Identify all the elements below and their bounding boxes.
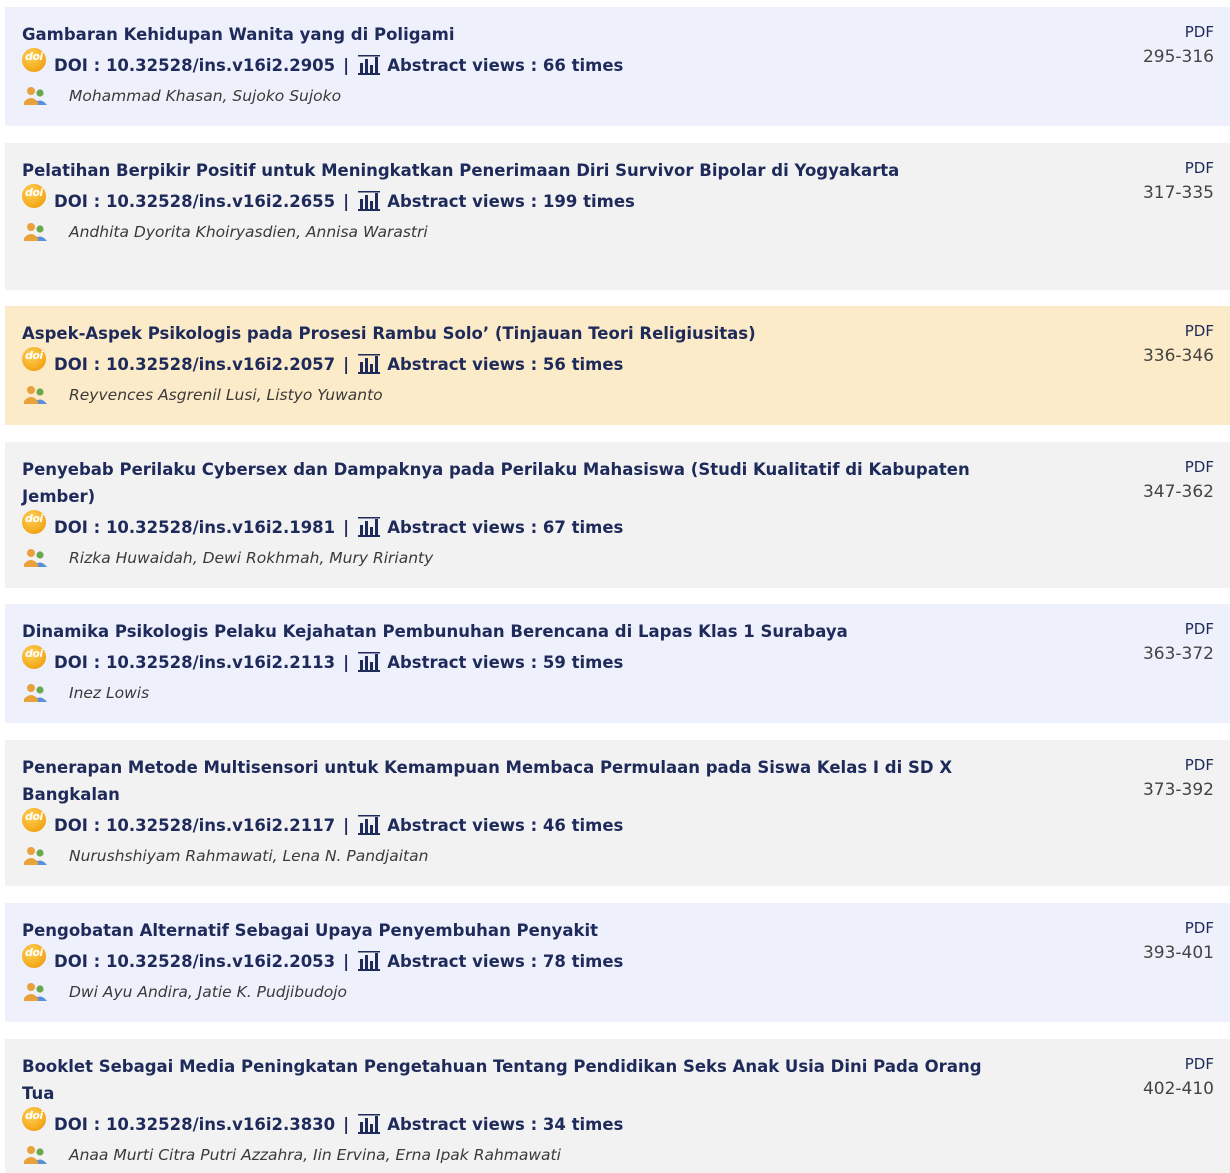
- doi-badge-icon: doi: [22, 347, 46, 371]
- article-meta: [22, 808, 1214, 842]
- users-icon: [22, 846, 48, 866]
- separator: |: [343, 1114, 350, 1134]
- article-entry: [5, 1039, 1230, 1173]
- pdf-link[interactable]: PDF: [1184, 458, 1214, 476]
- users-icon: [22, 982, 48, 1002]
- article-authors: [22, 978, 1214, 1006]
- article-galley: [1143, 156, 1214, 206]
- article-meta: [22, 1107, 1214, 1141]
- article-galley: [1143, 916, 1214, 966]
- abstract-views: Abstract views : 199 times: [387, 191, 635, 211]
- separator: |: [343, 652, 350, 672]
- article-meta: [22, 944, 1214, 978]
- article-meta: [22, 48, 1214, 82]
- separator: |: [343, 354, 350, 374]
- article-entry: [5, 7, 1230, 126]
- article-authors: [22, 82, 1214, 110]
- page-range: 295-316: [1142, 47, 1214, 67]
- separator: |: [343, 191, 350, 211]
- bar-chart-icon: [357, 1113, 381, 1135]
- page-range: 363-372: [1142, 644, 1214, 664]
- separator: |: [343, 815, 350, 835]
- authors-text: Anaa Murti Citra Putri Azzahra, Iin Ervina, Erna Ipak Rahmawati: [69, 1146, 561, 1164]
- abstract-views: Abstract views : 67 times: [387, 517, 624, 537]
- doi-badge-icon: doi: [22, 510, 46, 534]
- article-galley: [1143, 1052, 1214, 1102]
- article-entry: [5, 740, 1230, 886]
- bar-chart-icon: [357, 190, 381, 212]
- article-meta: [22, 510, 1214, 544]
- bar-chart-icon: [357, 814, 381, 836]
- bar-chart-icon: [357, 950, 381, 972]
- doi-badge-icon: doi: [22, 1107, 46, 1131]
- authors-text: Inez Lowis: [69, 684, 150, 702]
- article-title-link[interactable]: Booklet Sebagai Media Peningkatan Pengetahuan Tentang Pendidikan Seks Anak Usia Dini Pada Orang Tua: [22, 1057, 982, 1103]
- doi-badge-icon: doi: [22, 48, 46, 72]
- pdf-link[interactable]: PDF: [1184, 756, 1214, 774]
- article-authors: [22, 842, 1214, 870]
- article-authors: [22, 679, 1214, 707]
- pdf-link[interactable]: PDF: [1184, 322, 1214, 340]
- page-range: 393-401: [1142, 943, 1214, 963]
- article-entry: [5, 306, 1230, 425]
- pdf-link[interactable]: PDF: [1184, 620, 1214, 638]
- bar-chart-icon: [357, 516, 381, 538]
- pdf-link[interactable]: PDF: [1184, 23, 1214, 41]
- doi-link[interactable]: DOI : 10.32528/ins.v16i2.1981: [54, 517, 336, 537]
- doi-badge-icon: doi: [22, 645, 46, 669]
- page-range: 347-362: [1142, 482, 1214, 502]
- page-range: 336-346: [1142, 346, 1214, 366]
- article-galley: [1143, 617, 1214, 667]
- authors-text: Dwi Ayu Andira, Jatie K. Pudjibudojo: [69, 983, 348, 1001]
- abstract-views: Abstract views : 78 times: [387, 951, 624, 971]
- article-authors: [22, 218, 1214, 246]
- page-range: 402-410: [1142, 1079, 1214, 1099]
- authors-text: Rizka Huwaidah, Dewi Rokhmah, Mury Ririanty: [69, 549, 434, 567]
- page-range: 373-392: [1142, 780, 1214, 800]
- article-meta: [22, 645, 1214, 679]
- bar-chart-icon: [357, 353, 381, 375]
- article-entry: [5, 903, 1230, 1022]
- article-authors: [22, 544, 1214, 572]
- pdf-link[interactable]: PDF: [1184, 919, 1214, 937]
- article-title-link[interactable]: Pelatihan Berpikir Positif untuk Meningkatkan Penerimaan Diri Survivor Bipolar di Yogyakarta: [22, 161, 900, 180]
- article-galley: [1143, 20, 1214, 70]
- article-galley: [1143, 319, 1214, 369]
- article-authors: [22, 1141, 1214, 1169]
- pdf-link[interactable]: PDF: [1184, 159, 1214, 177]
- article-meta: [22, 347, 1214, 381]
- doi-link[interactable]: DOI : 10.32528/ins.v16i2.2057: [54, 354, 336, 374]
- article-entry: [5, 143, 1230, 290]
- doi-badge-icon: doi: [22, 944, 46, 968]
- article-title-link[interactable]: Gambaran Kehidupan Wanita yang di Poligami: [22, 25, 455, 44]
- users-icon: [22, 86, 48, 106]
- pdf-link[interactable]: PDF: [1184, 1055, 1214, 1073]
- authors-text: Mohammad Khasan, Sujoko Sujoko: [69, 87, 342, 105]
- abstract-views: Abstract views : 46 times: [387, 815, 624, 835]
- separator: |: [343, 951, 350, 971]
- users-icon: [22, 222, 48, 242]
- abstract-views: Abstract views : 59 times: [387, 652, 624, 672]
- doi-link[interactable]: DOI : 10.32528/ins.v16i2.3830: [54, 1114, 336, 1134]
- article-title-link[interactable]: Aspek-Aspek Psikologis pada Prosesi Rambu Solo’ (Tinjauan Teori Religiusitas): [22, 324, 756, 343]
- users-icon: [22, 548, 48, 568]
- authors-text: Nurushshiyam Rahmawati, Lena N. Pandjaitan: [69, 847, 429, 865]
- article-meta: [22, 184, 1214, 218]
- article-entry: [5, 442, 1230, 588]
- abstract-views: Abstract views : 66 times: [387, 55, 624, 75]
- users-icon: [22, 683, 48, 703]
- users-icon: [22, 385, 48, 405]
- article-galley: [1143, 753, 1214, 803]
- doi-badge-icon: doi: [22, 184, 46, 208]
- article-title-link[interactable]: Dinamika Psikologis Pelaku Kejahatan Pembunuhan Berencana di Lapas Klas 1 Surabaya: [22, 622, 848, 641]
- separator: |: [343, 55, 350, 75]
- doi-link[interactable]: DOI : 10.32528/ins.v16i2.2053: [54, 951, 336, 971]
- page-range: 317-335: [1142, 183, 1214, 203]
- doi-badge-icon: doi: [22, 808, 46, 832]
- article-title-link[interactable]: Penyebab Perilaku Cybersex dan Dampaknya pada Perilaku Mahasiswa (Studi Kualitatif di Kabupaten Jember): [22, 460, 970, 506]
- users-icon: [22, 1145, 48, 1165]
- bar-chart-icon: [357, 54, 381, 76]
- authors-text: Andhita Dyorita Khoiryasdien, Annisa Warastri: [69, 223, 428, 241]
- doi-link[interactable]: DOI : 10.32528/ins.v16i2.2905: [54, 55, 336, 75]
- bar-chart-icon: [357, 651, 381, 673]
- doi-link[interactable]: DOI : 10.32528/ins.v16i2.2117: [54, 815, 336, 835]
- authors-text: Reyvences Asgrenil Lusi, Listyo Yuwanto: [69, 386, 383, 404]
- doi-link[interactable]: DOI : 10.32528/ins.v16i2.2113: [54, 652, 336, 672]
- abstract-views: Abstract views : 56 times: [387, 354, 624, 374]
- article-galley: [1143, 455, 1214, 505]
- abstract-views: Abstract views : 34 times: [387, 1114, 624, 1134]
- doi-link[interactable]: DOI : 10.32528/ins.v16i2.2655: [54, 191, 336, 211]
- separator: |: [343, 517, 350, 537]
- article-title-link[interactable]: Pengobatan Alternatif Sebagai Upaya Penyembuhan Penyakit: [22, 921, 598, 940]
- article-title-link[interactable]: Penerapan Metode Multisensori untuk Kemampuan Membaca Permulaan pada Siswa Kelas I di SD X Bangkalan: [22, 758, 953, 804]
- article-authors: [22, 381, 1214, 409]
- article-entry: [5, 604, 1230, 723]
